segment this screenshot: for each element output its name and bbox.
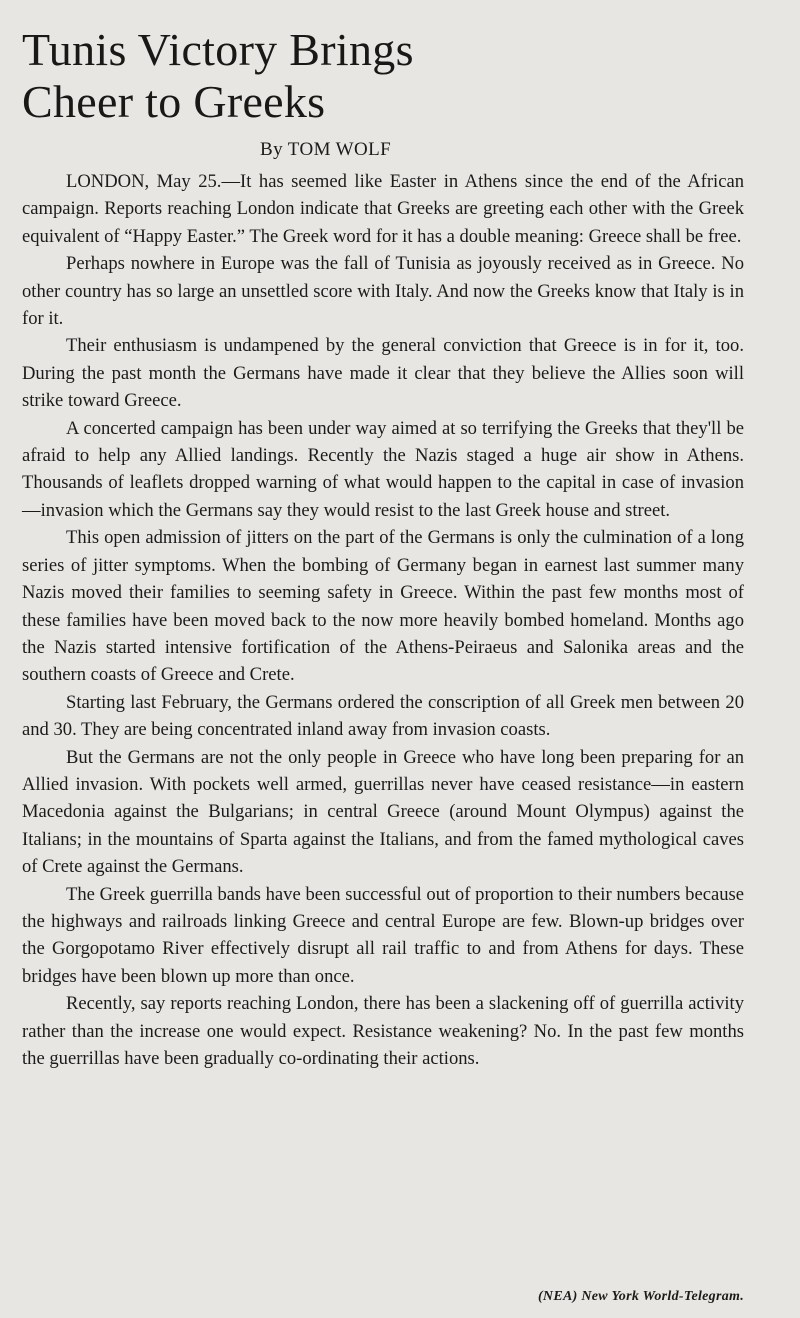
paragraph-4: A concerted campaign has been under way aimed at so terrifying the Greeks that they'll be afraid to help any Allied landings. Recently the Nazis staged a huge air show in Athens. Thousands of leaflets dropped warning of what would happen to the capital in case of invasion—invasion which the Germans say they would resist to the last Greek house and street.: [22, 417, 744, 521]
paragraph-7: But the Germans are not the only people in Greece who have long been preparing for an Allied invasion. With pockets well armed, guerrillas never have ceased resistance—in eastern Macedonia against the Bulgarians; in central Greece (around Mount Olympus) against the Italians; in the mountains of Sparta against the Italians, and from the famed mythological caves of Crete against the Germans.: [22, 746, 744, 878]
byline: By TOM WOLF: [260, 139, 392, 160]
source-credit: (NEA) New York World-Telegram.: [537, 1289, 744, 1304]
paragraph-2: Perhaps nowhere in Europe was the fall of Tunisia as joyously received as in Greece. No other country has so large an unsettled score with Italy. And now the Greeks know that Italy is in for it.: [22, 253, 744, 330]
paragraph-9: Recently, say reports reaching London, there has been a slackening off of guerrilla activity rather than the increase one would expect. Resistance weakening? No. In the past few months the guerrillas have been gradually co-ordinating their actions.: [22, 993, 744, 1069]
paragraph-3: Their enthusiasm is undampened by the general conviction that Greece is in for it, too. During the past month the Germans have made it clear that they believe the Allies soon will strike toward Greece.: [22, 335, 744, 412]
paragraph-6: Starting last February, the Germans ordered the conscription of all Greek men between 20 and 30. They are being concentrated inland away from invasion coasts.: [22, 691, 744, 741]
headline: [22, 24, 744, 128]
headline-line-1: Tunis Victory Brings: [22, 24, 414, 75]
paragraph-8: The Greek guerrilla bands have been successful out of proportion to their numbers because the highways and railroads linking Greece and central Europe are few. Blown-up bridges over the Gorgopotamo River effectively disrupt all rail traffic to and from Athens for days. These bridges have been blown up more than once.: [22, 883, 744, 987]
paragraph-1: LONDON, May 25.—It has seemed like Easter in Athens since the end of the African campaign. Reports reaching London indicate that Greeks are greeting each other with the Greek equivalent of “Happy Easter.” The Greek word for it has a double meaning: Greece shall be free.: [22, 171, 744, 247]
paragraph-5: This open admission of jitters on the part of the Germans is only the culmination of a long series of jitter symptoms. When the bombing of Germany began in earnest last summer many Nazis moved their families to seeming safety in Greece. Within the past few months most of these families have been moved back to the now more heavily bombed homeland. Months ago the Nazis started intensive fortification of the Athens-Peiraeus and Salonika areas and the southern coasts of Greece and Crete.: [22, 527, 744, 686]
headline-line-2: Cheer to Greeks: [22, 76, 326, 127]
article-body: [22, 168, 744, 1072]
